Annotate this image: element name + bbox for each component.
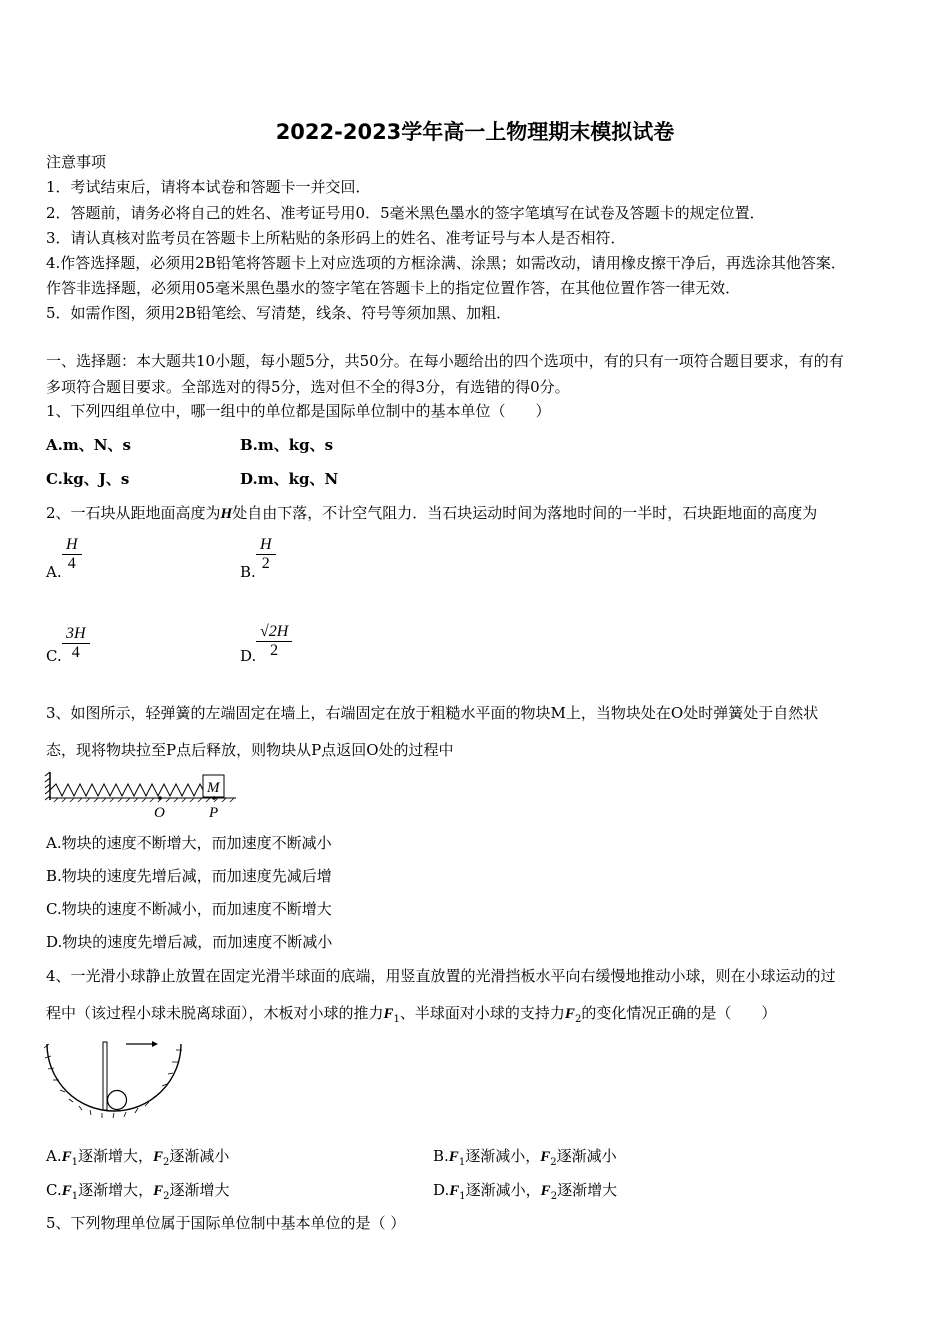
spring-figure	[44, 770, 244, 822]
option-a[interactable]: A.	[46, 563, 62, 581]
stem-part: 的变化情况正确的是（ ）	[581, 1004, 777, 1022]
option-letter: C.	[46, 1181, 62, 1199]
denominator: 2	[256, 554, 276, 573]
option-text: 逐渐增大，	[78, 1181, 154, 1199]
option-c[interactable]: C.物块的速度不断减小，而加速度不断增大	[46, 900, 332, 918]
fraction-a	[62, 536, 82, 573]
option-text: 逐渐增大	[557, 1181, 618, 1199]
denominator: 4	[62, 643, 90, 662]
question-stem	[46, 503, 817, 524]
option-a[interactable]: A.m、N、s	[46, 436, 131, 454]
numerator: H	[66, 536, 78, 553]
option-c[interactable]: C.	[46, 647, 62, 665]
point-o-label: O	[154, 805, 165, 821]
option-d[interactable]: D.物块的速度先增后减，而加速度不断减小	[46, 933, 333, 951]
stem-part: 程中（该过程小球未脱离球面），木板对小球的推力	[46, 1004, 384, 1022]
option-c[interactable]: C.kg、J、s	[46, 470, 130, 488]
option-letter: A.	[46, 1147, 62, 1165]
question-stem	[46, 1003, 776, 1030]
option-letter: B.	[433, 1147, 449, 1165]
force-f1: F	[383, 1006, 394, 1022]
option-a[interactable]: A.物块的速度不断增大，而加速度不断减小	[46, 834, 332, 852]
option-b[interactable]: B.m、kg、s	[240, 436, 334, 454]
denominator: 2	[256, 641, 292, 660]
force-f1: F	[448, 1149, 459, 1165]
notice-item: 4.作答选择题，必须用2B铅笔将答题卡上对应选项的方框涂满、涂黑；如需改动，请用橡皮擦干净后，再选涂其他答案．	[46, 254, 846, 272]
force-f2: F	[540, 1183, 551, 1199]
force-f2-sub: 2	[550, 1157, 557, 1168]
question-stem: 1、下列四组单位中，哪一组中的单位都是国际单位制中的基本单位（ ）	[46, 402, 551, 420]
stem-part: 、半球面对小球的支持力	[399, 1004, 565, 1022]
option-text: 逐渐减小	[169, 1147, 230, 1165]
notice-item: 作答非选择题，必须用05毫米黑色墨水的签字笔在答题卡上的指定位置作答，在其他位置作答一律无效．	[46, 279, 741, 297]
force-f2-sub: 2	[550, 1191, 558, 1202]
option-text: 逐渐增大，	[78, 1147, 154, 1165]
numerator: √2H	[260, 623, 289, 640]
notice-item: 2．答题前，请务必将自己的姓名、准考证号用0．5毫米黑色墨水的签字笔填写在试卷及答题卡的规定位置．	[46, 204, 765, 222]
force-f1: F	[449, 1183, 460, 1199]
force-f1: F	[61, 1149, 72, 1165]
option-text: 逐渐增大	[169, 1181, 230, 1199]
option-a[interactable]	[46, 1146, 229, 1173]
option-b[interactable]: B.	[240, 563, 256, 581]
option-d[interactable]: D.m、kg、N	[240, 470, 339, 488]
fraction-d	[256, 623, 292, 660]
force-f1-sub: 1	[459, 1191, 466, 1202]
notice-item: 5．如需作图，须用2B铅笔绘、写清楚，线条、符号等须加黑、加粗．	[46, 304, 512, 322]
notice-item: 1．考试结束后，请将本试卷和答题卡一并交回．	[46, 178, 371, 196]
option-d[interactable]	[433, 1180, 617, 1207]
force-f2: F	[153, 1149, 164, 1165]
force-f2: F	[540, 1149, 551, 1165]
force-f1-sub: 1	[71, 1157, 78, 1168]
option-d[interactable]: D.	[240, 647, 257, 665]
force-f1-sub: 1	[393, 1014, 400, 1025]
option-c[interactable]	[46, 1180, 230, 1207]
question-stem: 4、一光滑小球静止放置在固定光滑半球面的底端，用竖直放置的光滑挡板水平向右缓慢地推动小球，则在小球运动的过	[46, 967, 836, 985]
force-f1-sub: 1	[71, 1191, 79, 1202]
force-f2-sub: 2	[574, 1014, 582, 1025]
force-f2-sub: 2	[163, 1191, 170, 1202]
force-f2: F	[564, 1006, 575, 1022]
notice-heading: 注意事项	[46, 153, 107, 171]
block-label: M	[207, 780, 220, 796]
numerator: H	[260, 536, 272, 553]
fraction-c	[62, 625, 90, 662]
numerator: 3H	[66, 625, 86, 642]
option-text: 逐渐减小，	[465, 1147, 541, 1165]
hemisphere-figure	[42, 1036, 187, 1121]
stem-part: 处自由下落，不计空气阻力．当石块运动时间为落地时间的一半时，石块距地面的高度为	[232, 504, 818, 522]
option-text: 逐渐减小，	[465, 1181, 541, 1199]
notice-item: 3．请认真核对监考员在答题卡上所粘贴的条形码上的姓名、准考证号与本人是否相符．	[46, 229, 626, 247]
section-instructions: 多项符合题目要求。全部选对的得5分，选对但不全的得3分，有选错的得0分。	[46, 378, 570, 396]
option-letter: D.	[433, 1181, 450, 1199]
point-p-label: P	[209, 805, 219, 821]
option-b[interactable]	[433, 1146, 617, 1173]
denominator: 4	[62, 554, 82, 573]
force-f1: F	[61, 1183, 72, 1199]
option-text: 逐渐减小	[556, 1147, 617, 1165]
option-b[interactable]: B.物块的速度先增后减，而加速度先减后增	[46, 867, 332, 885]
fraction-b	[256, 536, 276, 573]
question-stem: 态，现将物块拉至P点后释放，则物块从P点返回O处的过程中	[46, 741, 454, 759]
page-title: 2022-2023学年高一上物理期末模拟试卷	[275, 120, 675, 144]
stem-part: 2、一石块从距地面高度为	[46, 504, 221, 522]
force-f2: F	[153, 1183, 164, 1199]
force-f2-sub: 2	[163, 1157, 170, 1168]
var-h: H	[220, 506, 233, 522]
section-instructions: 一、选择题：本大题共10小题，每小题5分，共50分。在每小题给出的四个选项中，有的只有一项符合题目要求，有的有	[46, 352, 844, 370]
question-stem: 3、如图所示，轻弹簧的左端固定在墙上，右端固定在放于粗糙水平面的物块M上，当物块处在O处时弹簧处于自然状	[46, 704, 819, 722]
question-stem: 5、下列物理单位属于国际单位制中基本单位的是（ ）	[46, 1214, 406, 1232]
force-f1-sub: 1	[458, 1157, 466, 1168]
